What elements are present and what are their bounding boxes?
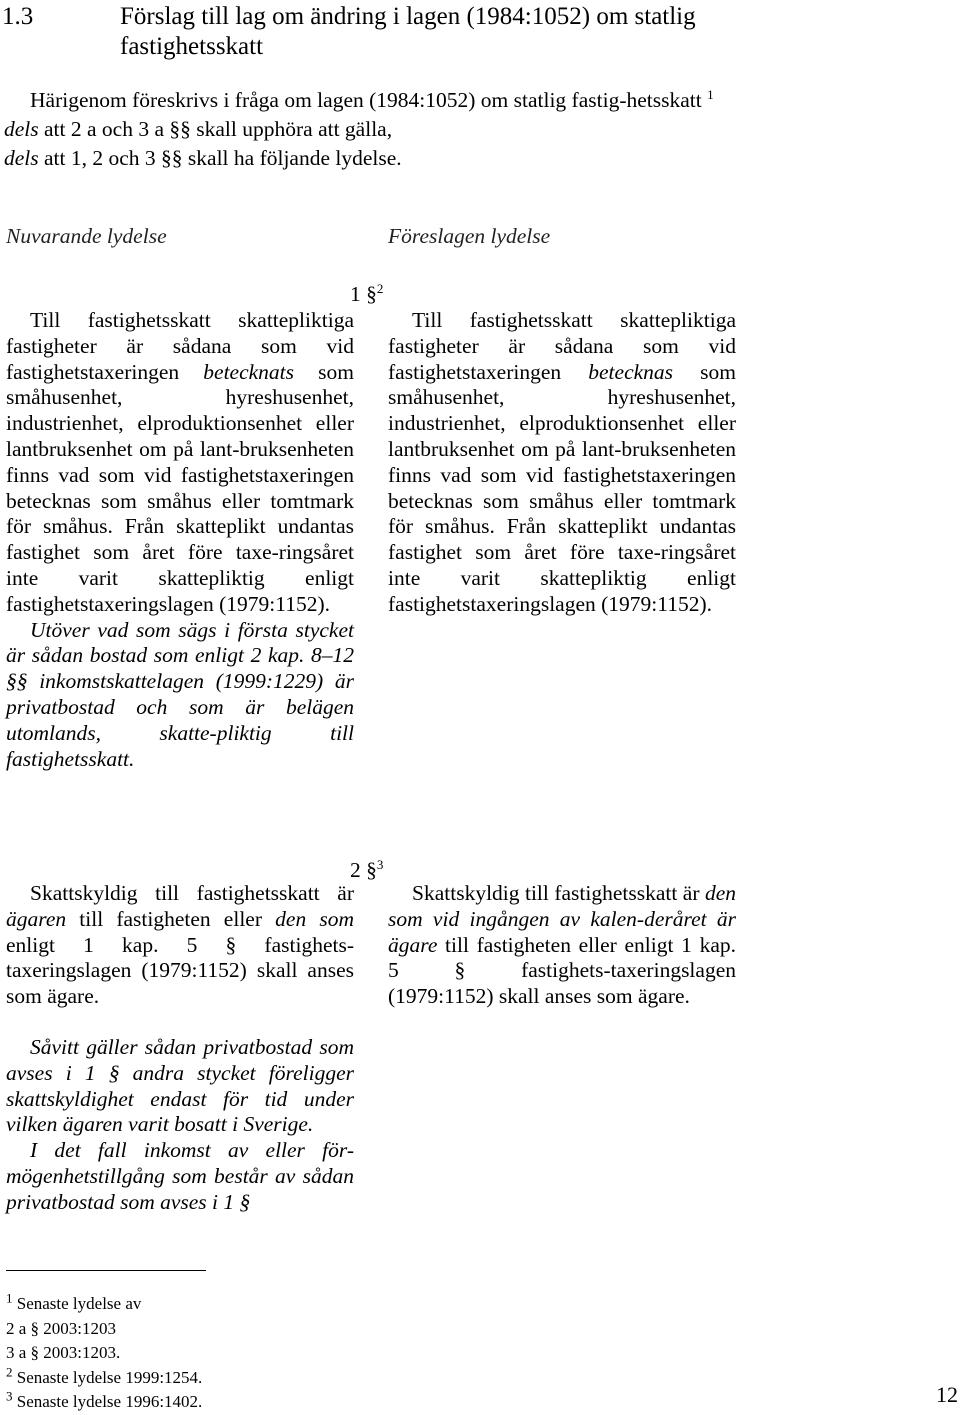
- page-number: 12: [936, 1382, 958, 1407]
- footnote: $^3$ Senaste lydelse 1996:1402.: [6, 1388, 203, 1412]
- heading-title: Förslag till lag om ändring i lagen (1984:1052) om statlig fastighetsskatt: [120, 3, 696, 60]
- footnote: 2 a § 2003:1203: [6, 1318, 117, 1338]
- paragraph: Utöver vad som sägs i första stycket är sådan bostad som enligt 2 kap. 8–12 §§ inkomstskattelagen (1999:1229) är privatbostad och som är belägen utomlands, skatte-pliktig till fastighetsskatt.: [6, 617, 354, 771]
- section-label-2: 2 §$^3$: [350, 856, 384, 882]
- intro-line: Härigenom föreskrivs i fråga om lagen (1984:1052) om statlig fastig-hetsskatt $^1$: [30, 86, 714, 112]
- footnote: 3 a § 2003:1203.: [6, 1343, 121, 1363]
- section-1-current-text: [6, 308, 354, 772]
- intro: [4, 86, 756, 173]
- footnote: $^1$ Senaste lydelse av: [6, 1290, 142, 1313]
- heading-number: 1.3: [2, 3, 34, 30]
- paragraph: Skattskyldig till fastighetsskatt är ägaren till fastigheten eller den som enligt 1 kap. 5 § fastighets-taxeringslagen (1979:1152) skall anses som ägare.: [6, 881, 354, 1009]
- footnote-ref: 1: [707, 86, 714, 102]
- paragraph: I det fall inkomst av eller för-mögenhetstillgång som består av sådan privatbostad som avses i 1 §: [6, 1138, 354, 1214]
- paragraph: Skattskyldig till fastighetsskatt är den som vid ingången av kalen-deråret är ägare till fastigheten eller enligt 1 kap. 5 § fastighets-taxeringslagen (1979:1152) skall anses som ägare.: [388, 881, 736, 1009]
- footnotes: [6, 1292, 202, 1415]
- paragraph: Till fastighetsskatt skattepliktiga fastigheter är sådana som vid fastighetstaxeringen betecknas som småhusenhet, hyreshusenhet, industrienhet, elproduktionsenhet eller lantbruksenhet om på lant-bruksenheten finns vad som vid fastighetstaxeringen betecknas som småhus eller tomtmark för småhus. Från skatteplikt undantas fastighet som året före taxe-ringsåret inte varit skattepliktig enligt fastighetstaxeringslagen (1979:1152).: [388, 308, 736, 616]
- section-1-proposed-text: [388, 308, 736, 618]
- intro-dels-2: dels att 1, 2 och 3 §§ skall ha följande lydelse.: [4, 146, 402, 170]
- footnote: $^2$ Senaste lydelse 1999:1254.: [6, 1364, 203, 1387]
- footnote-ref: 3: [376, 856, 384, 872]
- footnote-ref: 2: [376, 280, 384, 296]
- footnote-divider: [6, 1270, 206, 1271]
- section-2-current-text: [6, 881, 354, 1216]
- paragraph: Såvitt gäller sådan privatbostad som avses i 1 § andra stycket föreligger skattskyldighet endast för tid under vilken ägaren varit bosatt i Sverige.: [6, 1034, 354, 1137]
- column-header-current: Nuvarande lydelse: [6, 224, 167, 248]
- column-header-proposed: Föreslagen lydelse: [388, 224, 551, 248]
- section-label-1: 1 §$^2$: [350, 280, 384, 306]
- intro-dels-1: dels att 2 a och 3 a §§ skall upphöra att gälla,: [4, 117, 393, 141]
- paragraph: Till fastighetsskatt skattepliktiga fastigheter är sådana som vid fastighetstaxeringen betecknats som småhusenhet, hyreshusenhet, industrienhet, elproduktionsenhet eller lantbruksenhet om på lant-bruksenheten finns vad som vid fastighetstaxeringen betecknas som småhus eller tomtmark för småhus. Från skatteplikt undantas fastighet som året före taxe-ringsåret inte varit skattepliktig enligt fastighetstaxeringslagen (1979:1152).: [6, 308, 355, 616]
- section-2-proposed-text: [388, 881, 736, 1010]
